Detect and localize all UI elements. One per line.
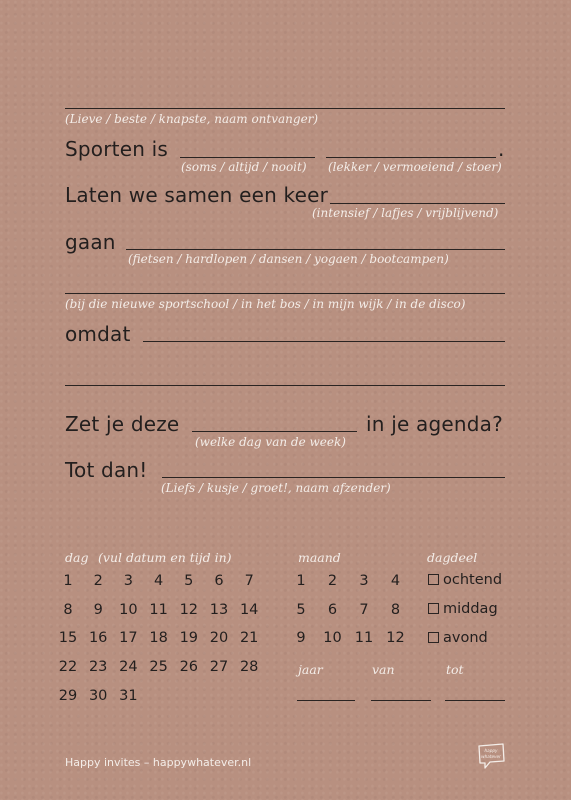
checkbox-icon[interactable] bbox=[428, 603, 439, 614]
omdat-blank-2[interactable] bbox=[65, 385, 505, 386]
day-3[interactable]: 3 bbox=[123, 573, 133, 589]
day-27[interactable]: 27 bbox=[209, 659, 229, 676]
laten-blank[interactable] bbox=[330, 203, 505, 204]
month-5[interactable]: 5 bbox=[296, 601, 306, 618]
day-5[interactable]: 5 bbox=[184, 573, 194, 589]
sporten-hint-2: (lekker / vermoeiend / stoer) bbox=[328, 160, 502, 174]
month-3[interactable]: 3 bbox=[359, 573, 369, 589]
gaan-blank[interactable] bbox=[126, 249, 505, 250]
day-30[interactable]: 30 bbox=[88, 687, 108, 704]
day-16[interactable]: 16 bbox=[88, 630, 108, 647]
month-6[interactable]: 6 bbox=[327, 601, 338, 618]
day-17[interactable]: 17 bbox=[119, 630, 138, 647]
day-20[interactable]: 20 bbox=[209, 630, 229, 647]
sporten-blank-2[interactable] bbox=[326, 157, 496, 158]
day-8[interactable]: 8 bbox=[63, 601, 73, 618]
day-24[interactable]: 24 bbox=[119, 659, 138, 676]
day-7[interactable]: 7 bbox=[244, 573, 254, 589]
omdat-label: omdat bbox=[65, 322, 131, 346]
place-line[interactable] bbox=[65, 293, 505, 294]
to-label: tot bbox=[446, 662, 464, 677]
sporten-blank-1[interactable] bbox=[180, 157, 315, 158]
from-blank[interactable] bbox=[371, 700, 431, 701]
day-23[interactable]: 23 bbox=[88, 659, 108, 676]
month-2[interactable]: 2 bbox=[327, 573, 338, 589]
day-14[interactable]: 14 bbox=[239, 601, 259, 618]
day-10[interactable]: 10 bbox=[119, 601, 138, 618]
day-31[interactable]: 31 bbox=[119, 687, 138, 704]
month-4[interactable]: 4 bbox=[390, 573, 401, 589]
day-15[interactable]: 15 bbox=[58, 630, 78, 647]
month-10[interactable]: 10 bbox=[323, 630, 342, 647]
agenda-hint: (welke dag van de week) bbox=[195, 435, 346, 449]
logo-text-1: happy bbox=[484, 748, 498, 753]
sporten-label: Sporten is bbox=[65, 137, 169, 161]
day-header: dag bbox=[65, 550, 89, 565]
sporten-period: . bbox=[498, 137, 505, 161]
day-2[interactable]: 2 bbox=[93, 573, 103, 589]
day-12[interactable]: 12 bbox=[179, 601, 199, 618]
daypart-option-middag[interactable] bbox=[428, 601, 498, 617]
agenda-label-1: Zet je deze bbox=[65, 412, 180, 436]
day-29[interactable]: 29 bbox=[58, 687, 78, 704]
day-18[interactable]: 18 bbox=[149, 630, 168, 647]
year-label: jaar bbox=[298, 662, 323, 677]
day-22[interactable]: 22 bbox=[58, 659, 78, 676]
totdan-label: Tot dan! bbox=[65, 458, 148, 482]
year-blank[interactable] bbox=[297, 700, 355, 701]
day-28[interactable]: 28 bbox=[239, 659, 259, 676]
agenda-blank[interactable] bbox=[192, 431, 357, 432]
from-label: van bbox=[372, 662, 395, 677]
day-1[interactable]: 1 bbox=[63, 573, 73, 589]
month-12[interactable]: 12 bbox=[386, 630, 405, 647]
agenda-label-2: in je agenda? bbox=[366, 412, 503, 436]
to-blank[interactable] bbox=[445, 700, 505, 701]
day-11[interactable]: 11 bbox=[149, 601, 168, 618]
gaan-hint: (fietsen / hardlopen / dansen / yogaen / bootcampen) bbox=[128, 252, 449, 266]
month-11[interactable]: 11 bbox=[354, 630, 374, 647]
happywhatever-logo-icon bbox=[476, 743, 506, 769]
footer-text: Happy invites – happywhatever.nl bbox=[65, 756, 252, 769]
day-25[interactable]: 25 bbox=[149, 659, 168, 676]
recipient-hint: (Lieve / beste / knapste, naam ontvanger) bbox=[65, 112, 319, 126]
place-hint: (bij die nieuwe sportschool / in het bos / in mijn wijk / in de disco) bbox=[65, 297, 466, 311]
daypart-label: middag bbox=[443, 601, 498, 617]
totdan-hint: (Liefs / kusje / groet!, naam afzender) bbox=[161, 481, 391, 495]
day-13[interactable]: 13 bbox=[209, 601, 229, 618]
day-6[interactable]: 6 bbox=[214, 573, 224, 589]
omdat-blank[interactable] bbox=[143, 341, 505, 342]
daypart-label: avond bbox=[443, 630, 488, 646]
checkbox-icon[interactable] bbox=[428, 632, 439, 643]
checkbox-icon[interactable] bbox=[428, 574, 439, 585]
day-26[interactable]: 26 bbox=[179, 659, 199, 676]
month-9[interactable]: 9 bbox=[296, 630, 306, 647]
month-1[interactable]: 1 bbox=[296, 573, 306, 589]
laten-label: Laten we samen een keer bbox=[65, 183, 329, 207]
day-9[interactable]: 9 bbox=[93, 601, 103, 618]
month-8[interactable]: 8 bbox=[390, 601, 401, 618]
totdan-blank[interactable] bbox=[162, 477, 505, 478]
day-21[interactable]: 21 bbox=[239, 630, 259, 647]
logo-text-2: whatever bbox=[481, 754, 501, 759]
day-19[interactable]: 19 bbox=[179, 630, 199, 647]
daypart-option-avond[interactable] bbox=[428, 630, 488, 646]
day-4[interactable]: 4 bbox=[153, 573, 164, 589]
month-header: maand bbox=[298, 550, 341, 565]
daypart-header: dagdeel bbox=[427, 550, 478, 565]
daypart-label: ochtend bbox=[443, 572, 503, 588]
gaan-label: gaan bbox=[65, 230, 116, 254]
month-7[interactable]: 7 bbox=[359, 601, 369, 618]
day-hint: (vul datum en tijd in) bbox=[98, 550, 232, 565]
laten-hint: (intensief / lafjes / vrijblijvend) bbox=[312, 206, 499, 220]
daypart-option-ochtend[interactable] bbox=[428, 572, 502, 588]
sporten-hint-1: (soms / altijd / nooit) bbox=[181, 160, 307, 174]
recipient-line[interactable] bbox=[65, 108, 505, 109]
